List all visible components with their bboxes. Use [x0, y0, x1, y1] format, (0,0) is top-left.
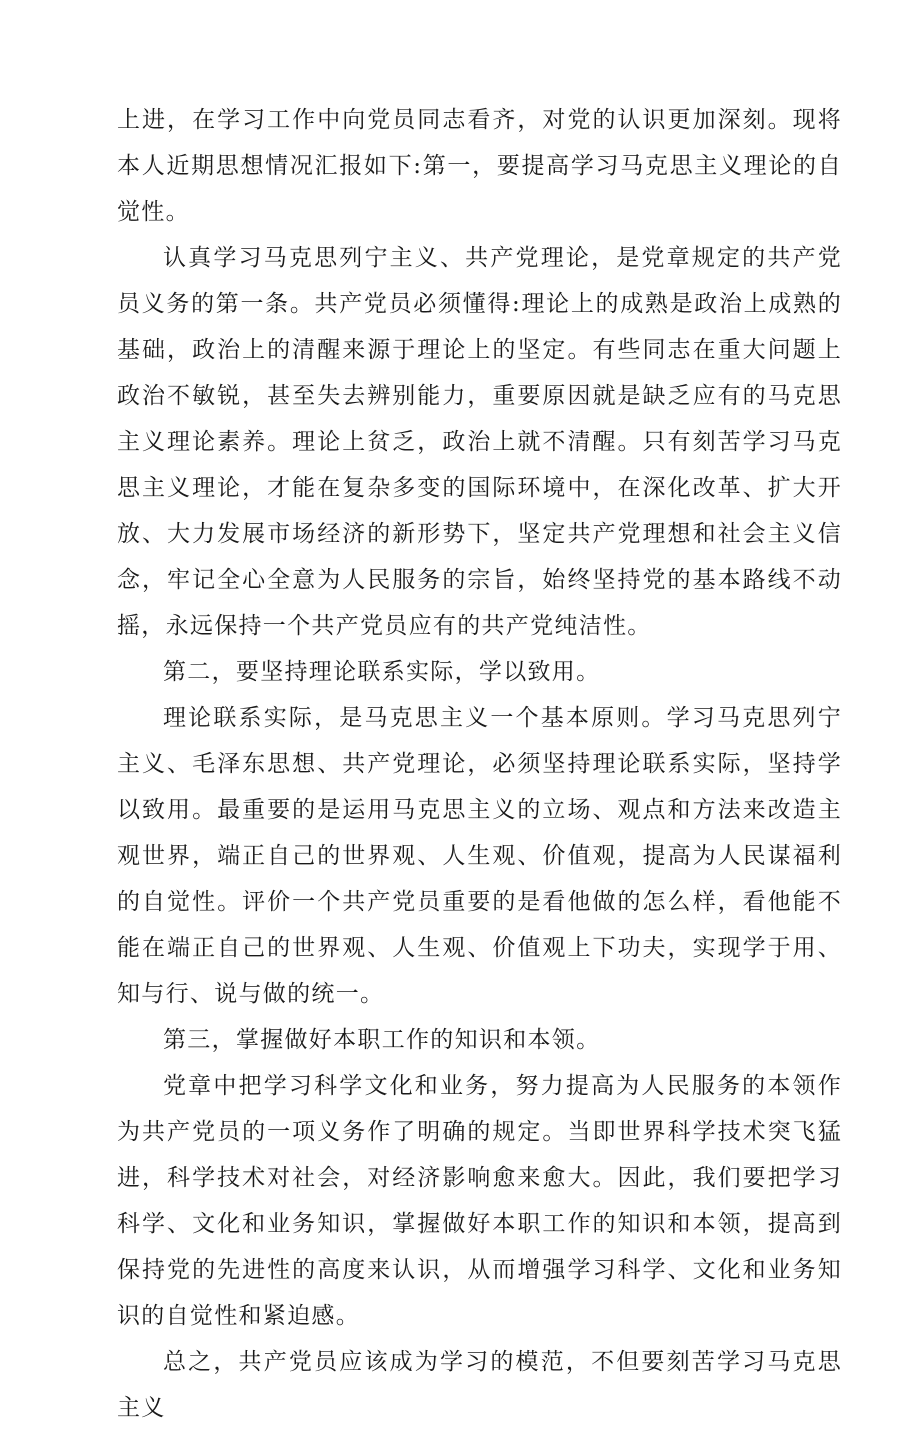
paragraph-7: 总之，共产党员应该成为学习的模范，不但要刻苦学习马克思主义 [117, 1349, 842, 1421]
paragraph-5-heading-third: 第三，掌握做好本职工作的知识和本领。 [163, 1027, 601, 1053]
paragraph-3-heading-second: 第二，要坚持理论联系实际，学以致用。 [163, 659, 601, 685]
document-body [117, 97, 842, 1431]
paragraph-1: 上进，在学习工作中向党员同志看齐，对党的认识更加深刻。现将本人近期思想情况汇报如下:第一，要提高学习马克思主义理论的自觉性。 [117, 107, 842, 225]
paragraph-6: 党章中把学习科学文化和业务，努力提高为人民服务的本领作为共产党员的一项义务作了明确的规定。当即世界科学技术突飞猛进，科学技术对社会，对经济影响愈来愈大。因此，我们要把学习科学、文化和业务知识，掌握做好本职工作的知识和本领，提高到保持党的先进性的高度来认识，从而增强学习科学、文化和业务知识的自觉性和紧迫感。 [117, 1073, 842, 1329]
paragraph-4: 理论联系实际，是马克思主义一个基本原则。学习马克思列宁主义、毛泽东思想、共产党理论，必须坚持理论联系实际，坚持学以致用。最重要的是运用马克思主义的立场、观点和方法来改造主观世界，端正自己的世界观、人生观、价值观，提高为人民谋福利的自觉性。评价一个共产党员重要的是看他做的怎么样，看他能不能在端正自己的世界观、人生观、价值观上下功夫，实现学于用、知与行、说与做的统一。 [117, 705, 842, 1007]
paragraph-2: 认真学习马克思列宁主义、共产党理论，是党章规定的共产党员义务的第一条。共产党员必须懂得:理论上的成熟是政治上成熟的基础，政治上的清醒来源于理论上的坚定。有些同志在重大问题上政治不敏锐，甚至失去辨别能力，重要原因就是缺乏应有的马克思主义理论素养。理论上贫乏，政治上就不清醒。只有刻苦学习马克思主义理论，才能在复杂多变的国际环境中，在深化改革、扩大开放、大力发展市场经济的新形势下，坚定共产党理想和社会主义信念，牢记全心全意为人民服务的宗旨，始终坚持党的基本路线不动摇，永远保持一个共产党员应有的共产党纯洁性。 [117, 245, 842, 639]
